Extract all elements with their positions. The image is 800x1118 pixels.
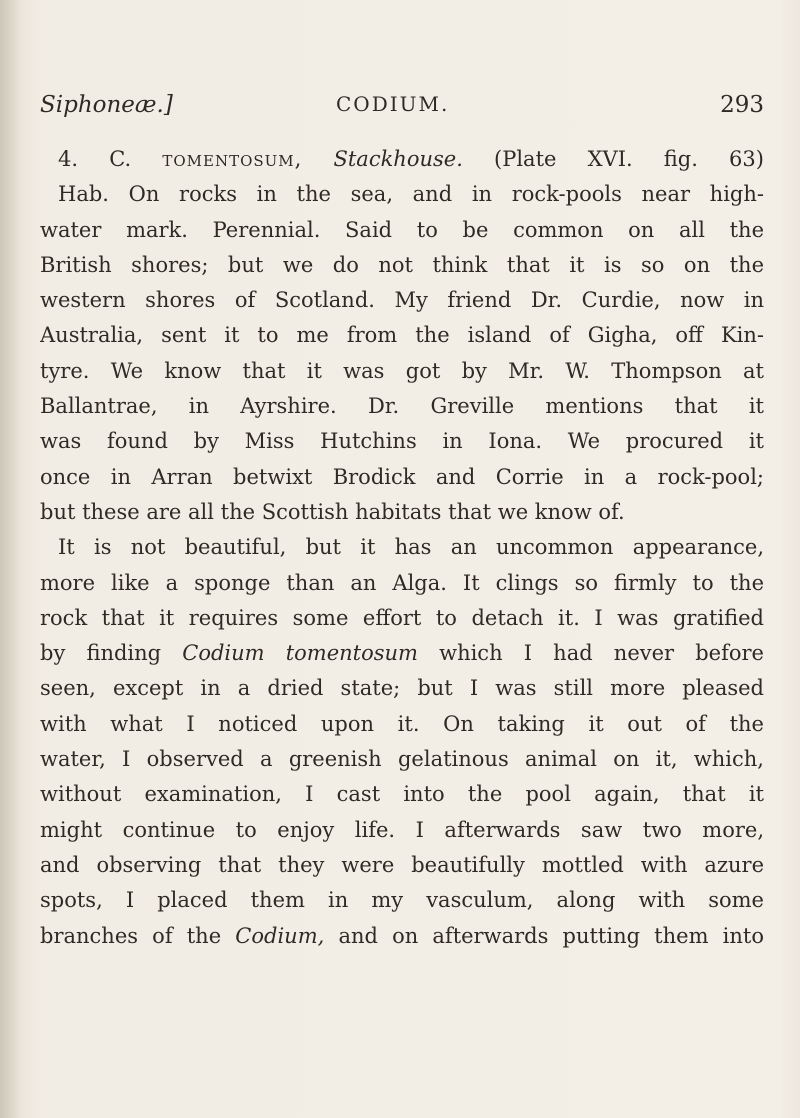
text-line: tyre. We know that it was got by Mr. W. Thompson at bbox=[40, 358, 764, 383]
text-fragment: and on afterwards putting them into bbox=[338, 923, 764, 948]
text-line: seen, except in a dried state; but I was still more pleased bbox=[40, 676, 764, 701]
entry-species: tomentosum, bbox=[162, 147, 303, 171]
text-line: Ballantrae, in Ayrshire. Dr. Greville mentions that it bbox=[40, 394, 764, 419]
text-line: water, I observed a greenish gelatinous animal on it, which, bbox=[40, 747, 764, 772]
header-title: CODIUM. bbox=[336, 92, 450, 116]
text-line: British shores; but we do not think that it is so on the bbox=[40, 252, 764, 277]
text-line-mixed bbox=[40, 636, 764, 671]
text-line: rock that it requires some effort to detach it. I was gratified bbox=[40, 605, 764, 630]
text-line: was found by Miss Hutchins in Iona. We procured it bbox=[40, 429, 764, 454]
text-line: and observing that they were beautifully mottled with azure bbox=[40, 852, 764, 877]
entry-genus: C. bbox=[109, 147, 132, 171]
text-line: Australia, sent it to me from the island of Gigha, off Kin- bbox=[40, 323, 764, 348]
text-line-mixed bbox=[40, 919, 764, 954]
text-line: but these are all the Scottish habitats that we know of. bbox=[40, 499, 625, 524]
header-section: Siphoneæ.] bbox=[40, 92, 173, 118]
text-line: with what I noticed upon it. On taking it out of the bbox=[40, 711, 764, 736]
text-line: It is not beautiful, but it has an uncommon appearance, bbox=[58, 535, 764, 560]
entry-authority: Stackhouse. bbox=[333, 147, 463, 171]
page-number: 293 bbox=[720, 92, 764, 118]
text-fragment: by finding bbox=[40, 641, 162, 666]
running-header bbox=[40, 92, 764, 122]
entry-number: 4. bbox=[58, 147, 79, 171]
text-line: more like a sponge than an Alga. It clings so firmly to the bbox=[40, 570, 764, 595]
genus-name: Codium, bbox=[235, 923, 325, 948]
text-fragment: branches of the bbox=[40, 923, 222, 948]
text-line: without examination, I cast into the pool again, that it bbox=[40, 782, 764, 807]
species-name: Codium tomentosum bbox=[182, 641, 418, 666]
text-line: spots, I placed them in my vasculum, along with some bbox=[40, 888, 764, 913]
text-line: might continue to enjoy life. I afterwards saw two more, bbox=[40, 817, 764, 842]
text-line: water mark. Perennial. Said to be common on all the bbox=[40, 217, 764, 242]
entry-plate: (Plate XVI. fig. 63) bbox=[494, 147, 764, 171]
entry-heading bbox=[40, 142, 764, 177]
text-line: once in Arran betwixt Brodick and Corrie in a rock-pool; bbox=[40, 464, 764, 489]
body-text bbox=[40, 142, 764, 954]
text-fragment: which I had never before bbox=[439, 641, 764, 666]
text-line: Hab. On rocks in the sea, and in rock-pools near high- bbox=[58, 182, 764, 207]
text-line: western shores of Scotland. My friend Dr. Curdie, now in bbox=[40, 288, 764, 313]
gutter-shadow bbox=[0, 0, 22, 1118]
